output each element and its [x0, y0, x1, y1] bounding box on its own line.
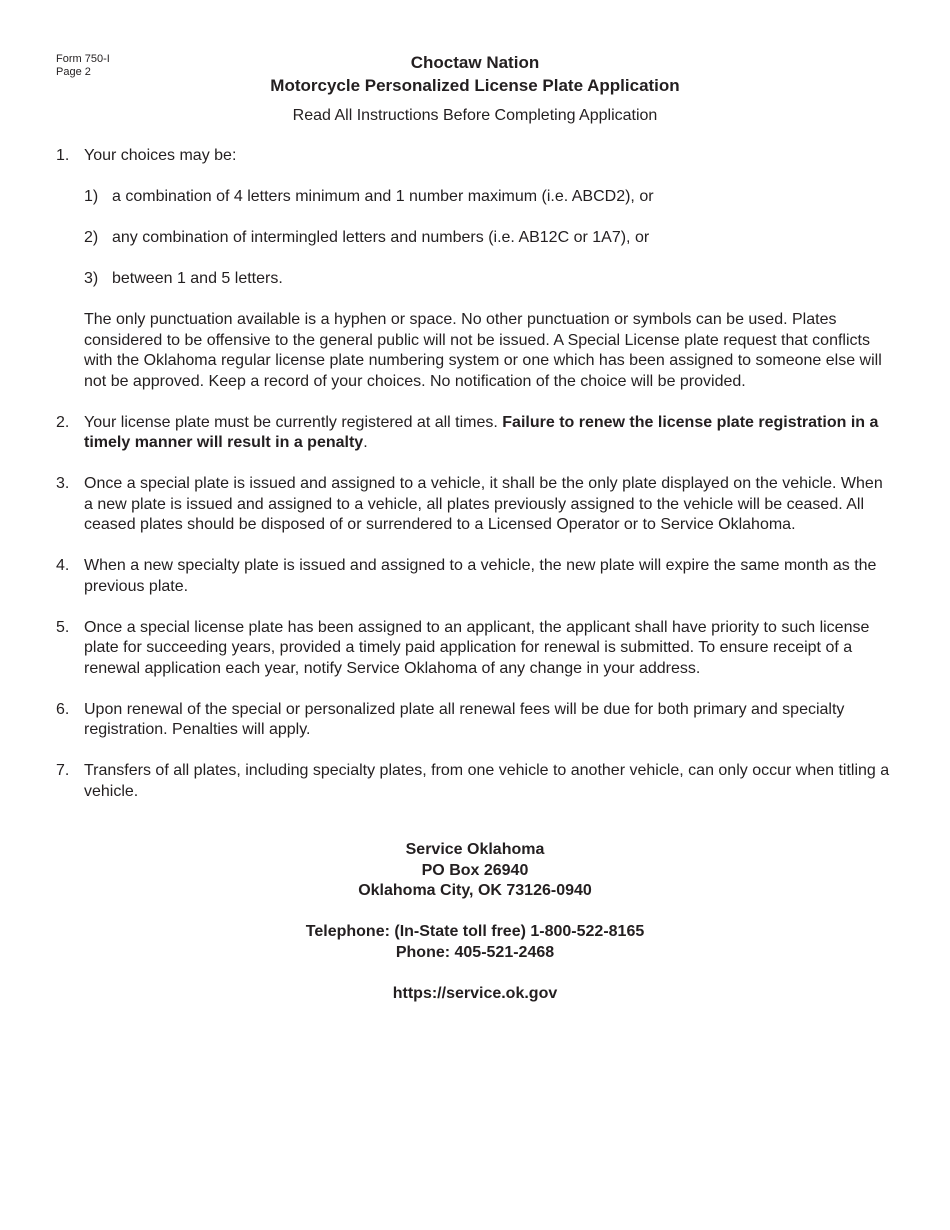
choice-number: 1)	[84, 188, 99, 205]
choice-text: between 1 and 5 letters.	[112, 270, 283, 287]
contact-city: Oklahoma City, OK 73126-0940	[358, 882, 592, 899]
item-text: Transfers of all plates, including specialty plates, from one vehicle to another vehicle, can only occur when titling a vehicle.	[84, 762, 890, 800]
item-number: 5.	[56, 618, 70, 636]
choice-text: a combination of 4 letters minimum and 1 number maximum (i.e. ABCD2), or	[112, 188, 654, 205]
instructions-list	[56, 146, 896, 823]
instruction-item-2	[56, 413, 896, 454]
item-number: 7.	[56, 762, 70, 779]
subtitle-instructions: Read All Instructions Before Completing Application	[292, 107, 658, 124]
document-header	[0, 52, 950, 126]
punctuation-note: The only punctuation available is a hyphen or space. No other punctuation or symbols can be used. Plates considered to be offensive to the general public will not be issued. A Special License plate request that conflicts with the Oklahoma regular license plate numbering system or one which has been assigned to someone else will not be approved. Keep a record of your choices. No notification of the choice will be provided.	[84, 311, 882, 390]
item-text: Once a special license plate has been assigned to an applicant, the applicant shall have priority to such license plate for succeeding years, provided a timely paid application for renewal is submitted. To ensure receipt of a renewal application each year, notify Service Oklahoma of any change in your address.	[84, 618, 870, 677]
contact-block	[0, 840, 950, 1004]
instruction-item-6	[56, 700, 896, 741]
item-number: 1.	[56, 147, 70, 164]
item-bold-warning: Failure to renew the license plate registration in a timely manner will result in a penalty	[84, 413, 879, 451]
item-text: When a new specialty plate is issued and assigned to a vehicle, the new plate will expire the same month as the previous plate.	[84, 557, 877, 595]
instruction-item-7	[56, 761, 896, 802]
title-application: Motorcycle Personalized License Plate Application	[270, 76, 680, 95]
contact-website: https://service.ok.gov	[392, 984, 558, 1002]
item-number: 6.	[56, 700, 70, 718]
item-number: 4.	[56, 557, 70, 574]
contact-name: Service Oklahoma	[405, 841, 545, 858]
choice-item-3	[56, 269, 896, 290]
item-number: 2.	[56, 413, 70, 431]
item-text-tail: .	[363, 434, 368, 451]
item-text: Once a special plate is issued and assigned to a vehicle, it shall be the only plate displayed on the vehicle. When a new plate is issued and assigned to a vehicle, all plates previously assigned to the vehicle will be ceased. All ceased plates should be disposed of or surrendered to a Licensed Operator or to Service Oklahoma.	[84, 475, 883, 533]
instruction-item-5	[56, 618, 896, 680]
item-number: 3.	[56, 475, 70, 492]
form-number: Form 750-I	[56, 53, 110, 65]
choice-item-1	[56, 187, 896, 208]
choice-item-2	[56, 228, 896, 249]
choice-text: any combination of intermingled letters and numbers (i.e. AB12C or 1A7), or	[112, 229, 650, 246]
instruction-item-4	[56, 556, 896, 597]
contact-po-box: PO Box 26940	[421, 861, 529, 879]
page-number: Page 2	[56, 66, 91, 78]
contact-telephone: Telephone: (In-State toll free) 1-800-522-8165	[305, 923, 645, 940]
choice-number: 2)	[84, 229, 99, 246]
choice-number: 3)	[84, 270, 99, 287]
title-organization: Choctaw Nation	[410, 53, 540, 72]
instruction-item-3	[56, 474, 896, 536]
instruction-item-1	[56, 146, 896, 167]
item-text: Your license plate must be currently registered at all times.	[84, 413, 503, 431]
contact-phone: Phone: 405-521-2468	[395, 943, 555, 961]
item-text: Your choices may be:	[84, 147, 237, 164]
item-text: Upon renewal of the special or personalized plate all renewal fees will be due for both primary and specialty registration. Penalties will apply.	[84, 700, 845, 738]
